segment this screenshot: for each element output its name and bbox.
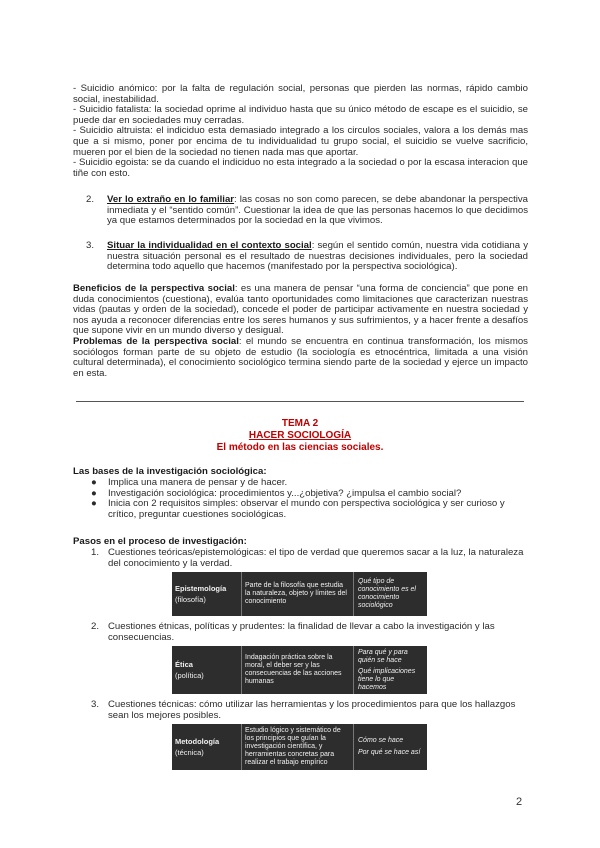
tema-subtitle: El método en las ciencias sociales. [216,442,384,453]
numbered-item-3 [73,241,528,273]
pasos-title: Pasos en el proceso de investigación: [73,536,247,547]
suicide-fatalista: - Suicidio fatalista: la sociedad oprime al individuo hasta que su único método de escape es el suicidio, se puede dar en sociedades muy cerradas. [73,104,528,126]
table-term: Ética [175,660,193,669]
list-item: ● Investigación sociológica: procedimientos y...¿objetiva? ¿impulsa el cambio social? [91,487,462,499]
step-text: Cuestiones teóricas/epistemológicas: el tipo de verdad que queremos sacar a la luz, la naturaleza del conocimiento y la verdad. [108,547,524,569]
item-text: : según el sentido común, nuestra vida cotidiana y nuestra situación personal es el resultado de nuestras decisiones individuales, pero la sociedad determina todo aquello que hacemos (manifestado por la perspectiva sociológica). [107,240,528,273]
table-question: Por qué se hace así [358,749,421,756]
metodologia-table [172,724,427,770]
problemas-title: Problemas de la perspectiva social [73,335,239,347]
item-title: Situar la individualidad en el contexto social [107,240,312,251]
list-item: ● Inicia con 2 requisitos simples: observar el mundo con perspectiva sociológica y ser curioso y crítico, preguntar cuestiones sociológicas. [91,498,505,520]
item-title: Ver lo extraño en lo familiar [107,194,235,205]
table-definition: Estudio lógico y sistemático de los principios que guían la investigación científica, y herramientas concretas para realizar el trabajo empírico [241,724,354,770]
step-3 [91,700,528,721]
step-text: Cuestiones técnicas: cómo utilizar las herramientas y los procedimientos para que los hallazgos sean los mejores posibles. [108,699,516,721]
item-number: 3. [86,240,95,251]
list-item: ● Implica una manera de pensar y de hacer. [91,477,288,488]
problemas-text: : el mundo se encuentra en continua transformación, los mismos sociólogos forman parte de su objeto de estudio (la sociología es etnocéntrica, limitada a una visión cultural determinada), el conocimiento sociológico termina siendo parte de la sociedad y ejerce un impacto en esta. [73,335,528,379]
suicide-anomico: - Suicidio anómico: por la falta de regulación social, personas que pierden las normas, rápido cambio social, inestabilidad. [73,83,528,105]
step-2 [91,622,528,643]
suicide-altruista: - Suicidio altruista: el indiciduo esta demasiado integrado a los circulos sociales, valora a los demás mas que a si mismo, poner por encima de tu individualidad tu grupo social, el suicidio se vuelve sacrificio, mueren por el bien de la sociedad no tienen nada mas que aportar. [73,125,528,158]
beneficios-paragraph [73,284,528,379]
tema-title: HACER SOCIOLOGÍA [248,430,352,441]
etica-table [172,646,427,694]
page-number: 2 [516,796,523,808]
beneficios-title: Beneficios de la perspectiva social [73,283,235,294]
bullet-icon: ● [91,498,97,510]
section-divider [76,401,524,402]
bullet-icon: ● [91,487,97,499]
table-term-sub: (filosofía) [175,595,206,604]
step-number: 1. [91,547,100,558]
item-number: 2. [86,194,95,205]
step-1 [91,548,528,569]
numbered-item-2 [73,195,528,227]
suicide-egoista: - Suicidio egoista: se da cuando el indiciduo no esta integrado a la sociedad o por la escasa interacion que tiñe con esto. [73,157,528,179]
step-text: Cuestiones étnicas, políticas y prudentes: la finalidad de llevar a cabo la investigación y las consecuencias. [108,621,495,643]
table-question: Cómo se hace [358,737,404,744]
table-term-sub: (política) [175,671,204,680]
table-term-sub: (técnica) [175,748,204,757]
table-question: Qué implicaciones tiene lo que hacemos [358,667,416,691]
item-text: : las cosas no son como parecen, se debe abandonar la perspectiva inmediata y el “sentido común”. Cuestionar la idea de que las personas hacemos lo que decidimos ya que estamos determinados por la sociedad en la que vivimos. [107,194,528,227]
step-number: 3. [91,699,100,710]
bullet-icon: ● [91,477,97,488]
table-definition: Indagación práctica sobre la moral, el deber ser y las consecuencias de las acciones humanas [241,646,354,694]
tema-number: TEMA 2 [281,418,319,429]
epistemologia-table [172,572,427,616]
step-number: 2. [91,621,100,632]
suicide-types-list [73,84,528,179]
table-definition: Parte de la filosofía que estudia la naturaleza, objeto y límites del conocimiento [241,572,354,616]
bases-bullet-list [91,478,528,520]
table-term: Epistemología [175,584,227,593]
table-question: Para qué y para quién se hace [358,648,408,664]
beneficios-text: : es una manera de pensar “una forma de conciencia” que pone en duda conocimientos (cuestiona), evalúa tanto oportunidades como limitaciones que caracterizan nuestras vidas (pautas y orden de la sociedad), concede el poder de participar activamente en nuestra sociedad y nos ayuda a reconocer diferencias entre los seres humanos y sus sufrimientos, y a hacer frente a desafíos que supone vivir en un mundo diverso y desigual. [73,283,528,337]
table-question: Qué tipo de conocimiento es el conocimiento sociológico [358,578,416,609]
table-term: Metodología [175,737,220,746]
bases-title: Las bases de la investigación sociológica: [73,466,267,477]
